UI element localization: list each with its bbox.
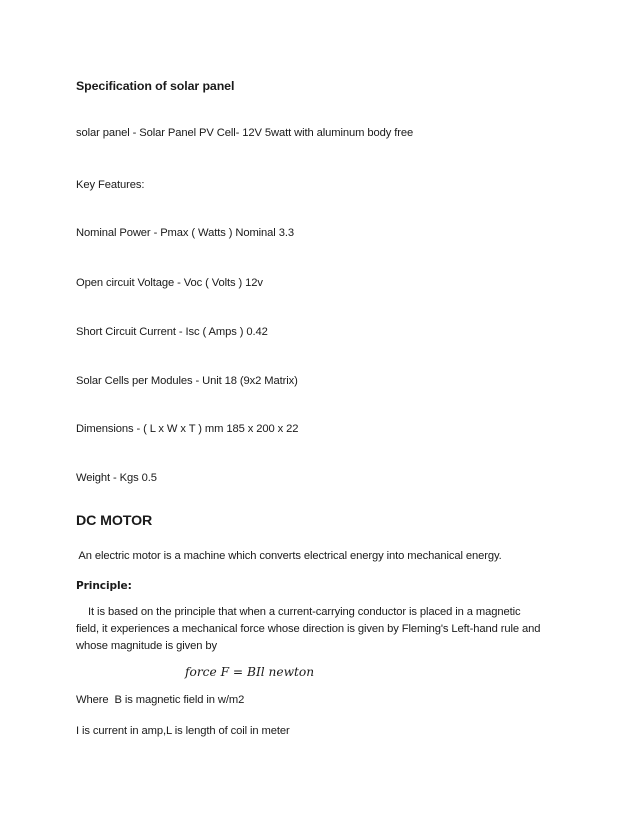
solar-panel-heading: Specification of solar panel (76, 79, 235, 93)
dimensions-line: Dimensions - ( L x W x T ) mm 185 x 200 x 22 (76, 423, 299, 435)
principle-line: whose magnitude is given by (76, 640, 217, 652)
nominal-power-line: Nominal Power - Pmax ( Watts ) Nominal 3.3 (76, 227, 294, 239)
solar-panel-title-line: solar panel - Solar Panel PV Cell- 12V 5watt with aluminum body free (76, 127, 414, 139)
short-circuit-current-line: Short Circuit Current - Isc ( Amps ) 0.42 (76, 326, 268, 338)
principle-line: It is based on the principle that when a current-carrying conductor is placed in a magnetic (76, 606, 521, 618)
solar-cells-line: Solar Cells per Modules - Unit 18 (9x2 Matrix) (76, 375, 298, 387)
principle-line: field, it experiences a mechanical force whose direction is given by Fleming's Left-hand rule and (76, 623, 541, 635)
dc-motor-definition: An electric motor is a machine which converts electrical energy into mechanical energy. (76, 550, 502, 562)
where-i-line: I is current in amp,L is length of coil in meter (76, 725, 290, 737)
dc-motor-heading: DC MOTOR (76, 513, 153, 529)
key-features-label: Key Features: (76, 179, 145, 191)
principle-label: Principle: (76, 580, 132, 592)
open-circuit-voltage-line: Open circuit Voltage - Voc ( Volts ) 12v (76, 277, 263, 289)
force-formula: force F = BIl newton (185, 665, 315, 679)
where-b-line: Where B is magnetic field in w/m2 (76, 694, 245, 706)
principle-paragraph (76, 604, 576, 655)
weight-line: Weight - Kgs 0.5 (76, 472, 157, 484)
